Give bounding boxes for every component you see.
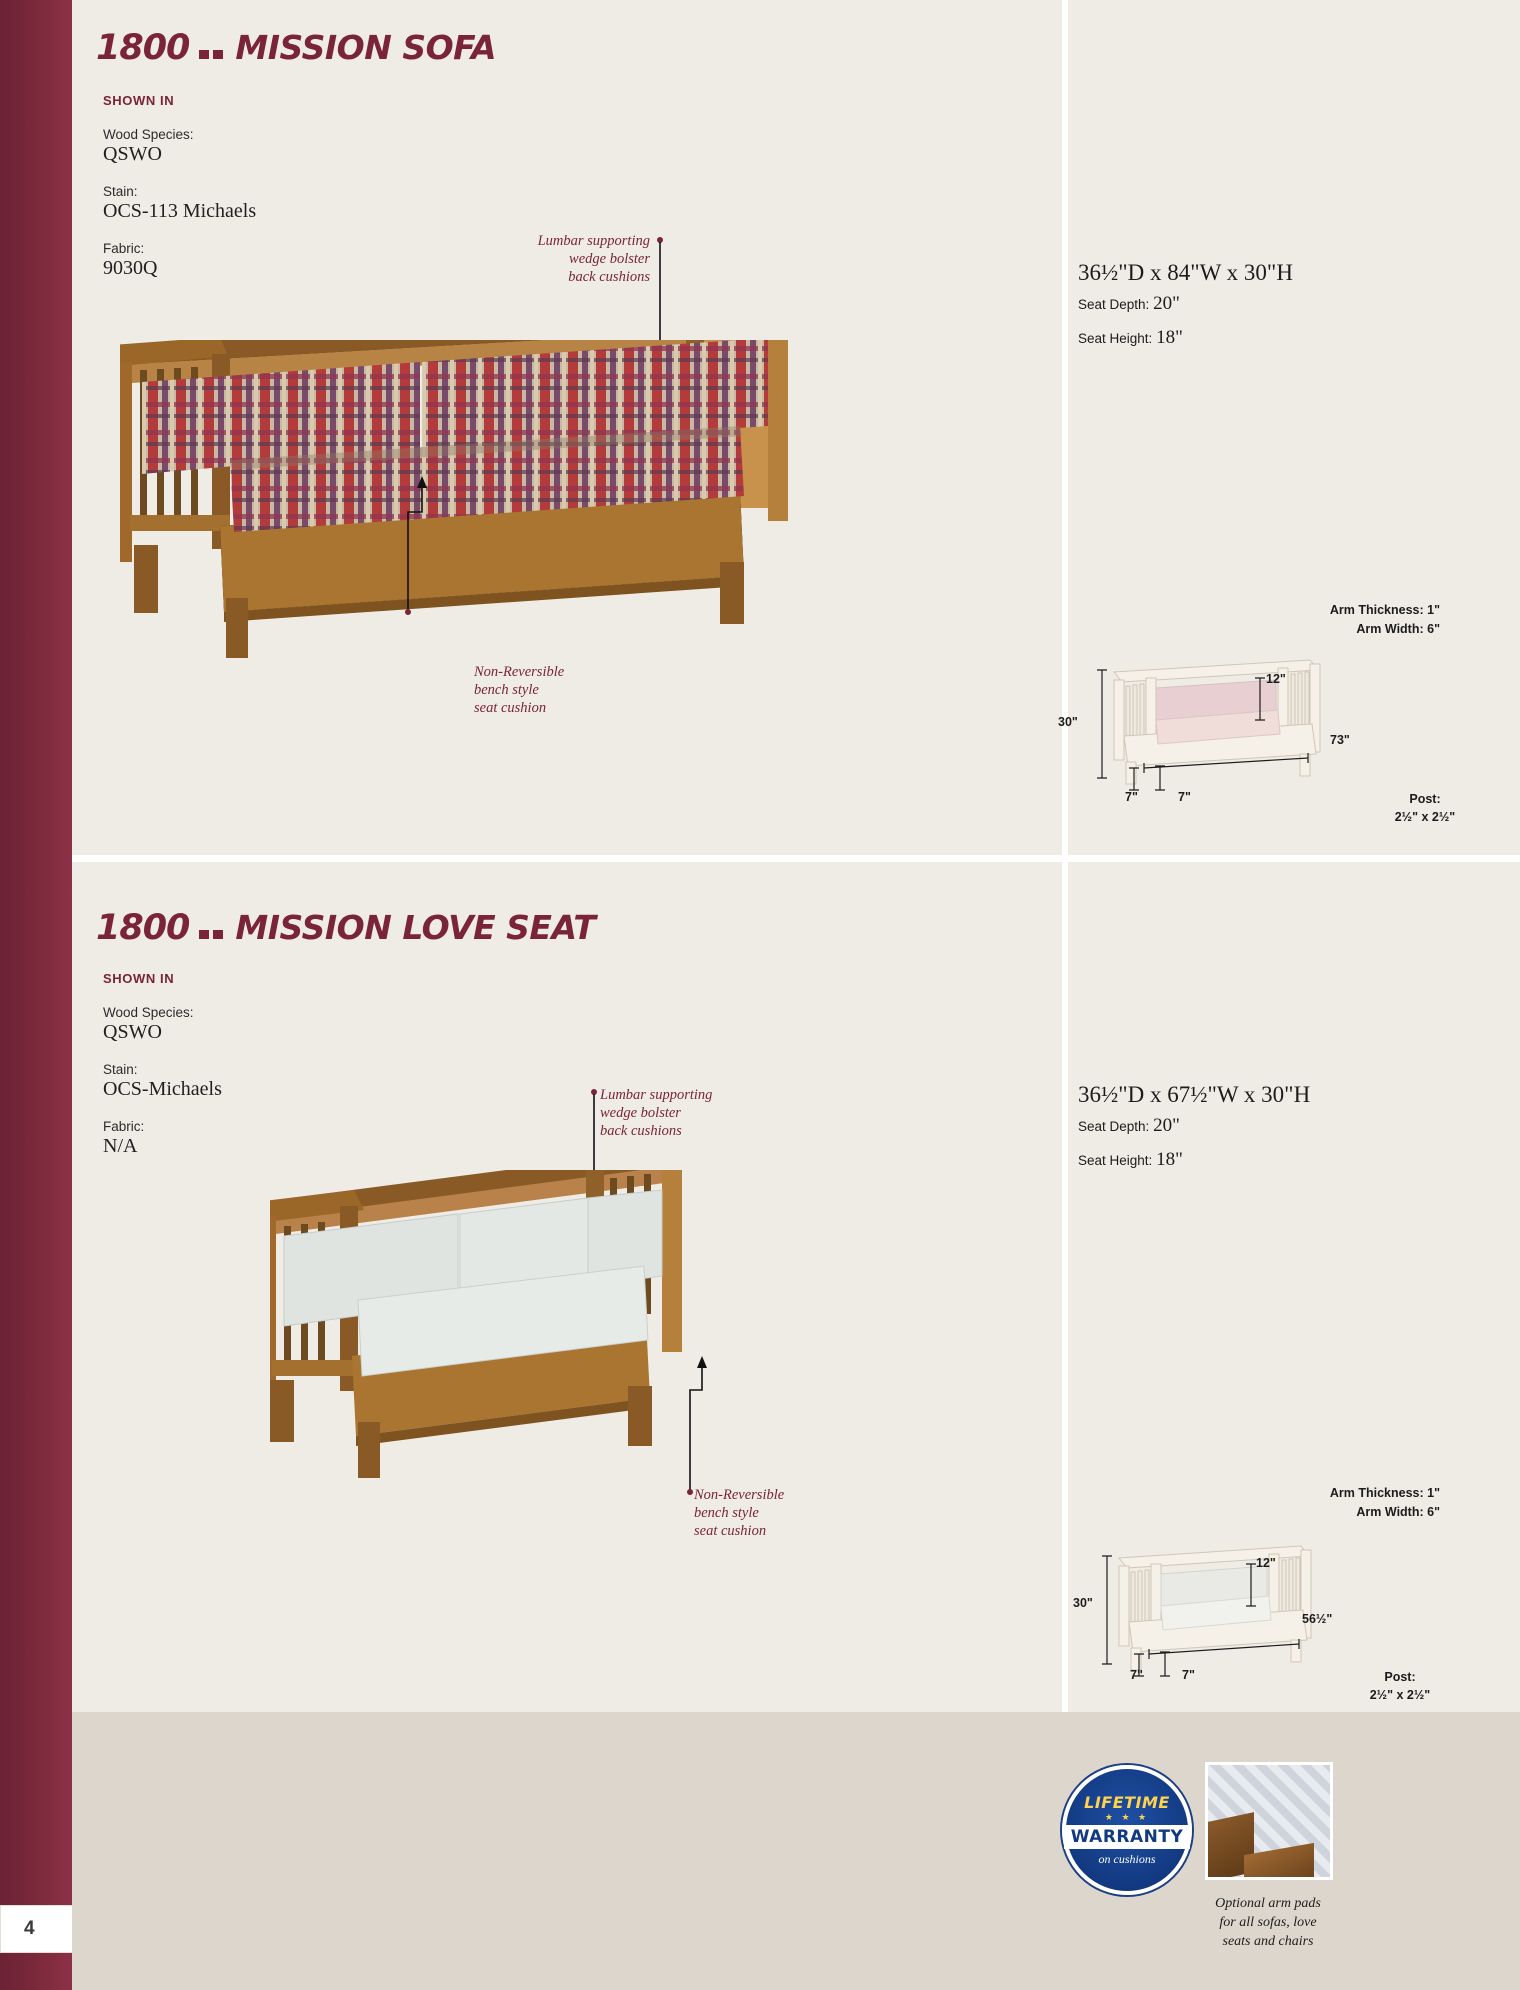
product-title-love-seat bbox=[96, 908, 595, 948]
warranty-top-text: LIFETIME bbox=[1084, 1793, 1170, 1812]
callout-back-cushions-sofa: Lumbar supporting wedge bolster back cushions bbox=[537, 233, 650, 286]
diagram-leg-left-sofa: 7" bbox=[1125, 790, 1138, 804]
panel-gap bbox=[72, 855, 1520, 862]
seat-depth-love-seat: Seat Depth: 20" bbox=[1078, 1115, 1180, 1136]
callout-back-cushions-love-seat: Lumbar supporting wedge bolster back cushions bbox=[600, 1087, 713, 1140]
stain-value-love-seat: OCS-Michaels bbox=[103, 1078, 222, 1100]
arm-pad-caption: Optional arm pads for all sofas, love seats and chairs bbox=[1215, 1896, 1321, 1949]
panel-divider-2 bbox=[1062, 862, 1068, 1712]
diagram-post-value-sofa: 2½" x 2½" bbox=[1394, 810, 1456, 824]
wood-species-label-love-seat: Wood Species: bbox=[103, 1005, 194, 1020]
arm-width-sofa: Arm Width: 6" bbox=[1356, 622, 1440, 636]
diagram-back-height-sofa: 12" bbox=[1266, 672, 1286, 686]
diagram-height-love-seat: 30" bbox=[1073, 1596, 1093, 1610]
wood-species-value-love-seat: QSWO bbox=[103, 1021, 162, 1043]
diagram-post-label-sofa: Post: bbox=[1409, 792, 1441, 806]
callout-arrow-bottom-sofa bbox=[400, 470, 440, 620]
product-diagram-love-seat bbox=[1075, 1532, 1415, 1692]
diagram-back-height-love-seat: 12" bbox=[1256, 1556, 1276, 1570]
fabric-value-sofa: 9030Q bbox=[103, 257, 158, 279]
warranty-stars-icon: ★ ★ ★ bbox=[1104, 1812, 1150, 1822]
diagram-width-sofa: 73" bbox=[1330, 733, 1350, 747]
overall-dimensions-sofa: 36½"D x 84"W x 30"H bbox=[1078, 260, 1293, 285]
title-dashes-icon bbox=[199, 50, 225, 59]
product-name-2: MISSION LOVE SEAT bbox=[235, 908, 596, 947]
wood-species-value-sofa: QSWO bbox=[103, 143, 162, 165]
seat-height-love-seat: Seat Height: 18" bbox=[1078, 1149, 1183, 1170]
stain-value-sofa: OCS-113 Michaels bbox=[103, 200, 257, 222]
title-dashes-icon-2 bbox=[199, 930, 225, 939]
diagram-post-label-love-seat: Post: bbox=[1384, 1670, 1416, 1684]
arm-pad-wood-detail-2 bbox=[1244, 1843, 1314, 1880]
seat-depth-sofa: Seat Depth: 20" bbox=[1078, 293, 1180, 314]
diagram-post-value-love-seat: 2½" x 2½" bbox=[1369, 1688, 1431, 1702]
stain-label-love-seat: Stain: bbox=[103, 1062, 138, 1077]
stain-label-sofa: Stain: bbox=[103, 184, 138, 199]
product-title-sofa bbox=[96, 28, 496, 68]
overall-dimensions-love-seat: 36½"D x 67½"W x 30"H bbox=[1078, 1082, 1311, 1107]
callout-arrow-bottom-love-seat bbox=[680, 1350, 720, 1500]
page-number: 4 bbox=[24, 1918, 35, 1939]
arm-thickness-love-seat: Arm Thickness: 1" bbox=[1329, 1486, 1440, 1500]
shown-in-label-love-seat: SHOWN IN bbox=[103, 971, 175, 986]
product-photo-love-seat bbox=[270, 1170, 910, 1530]
wood-species-label-sofa: Wood Species: bbox=[103, 127, 194, 142]
arm-thickness-sofa: Arm Thickness: 1" bbox=[1329, 603, 1440, 617]
diagram-width-love-seat: 56½" bbox=[1302, 1612, 1333, 1626]
product-name: MISSION SOFA bbox=[235, 28, 496, 67]
arm-width-love-seat: Arm Width: 6" bbox=[1356, 1505, 1440, 1519]
shown-in-label-sofa: SHOWN IN bbox=[103, 93, 175, 108]
fabric-value-love-seat: N/A bbox=[103, 1135, 138, 1157]
page-spine bbox=[0, 0, 72, 1990]
arm-pad-photo bbox=[1205, 1762, 1333, 1880]
diagram-leg-right-sofa: 7" bbox=[1178, 790, 1191, 804]
callout-seat-cushion-sofa: Non-Reversible bench style seat cushion bbox=[474, 664, 565, 717]
fabric-label-sofa: Fabric: bbox=[103, 241, 145, 256]
diagram-leg-right-love-seat: 7" bbox=[1182, 1668, 1195, 1682]
diagram-height-sofa: 30" bbox=[1058, 715, 1078, 729]
seat-height-sofa: Seat Height: 18" bbox=[1078, 327, 1183, 348]
lifetime-warranty-badge bbox=[1062, 1765, 1192, 1895]
warranty-middle-text: WARRANTY bbox=[1064, 1825, 1191, 1849]
fabric-label-love-seat: Fabric: bbox=[103, 1119, 145, 1134]
product-model-number-2: 1800 bbox=[96, 908, 190, 948]
warranty-bottom-text: on cushions bbox=[1098, 1852, 1156, 1866]
diagram-leg-left-love-seat: 7" bbox=[1130, 1668, 1143, 1682]
product-diagram-sofa bbox=[1060, 650, 1420, 810]
callout-seat-cushion-love-seat: Non-Reversible bench style seat cushion bbox=[694, 1487, 785, 1540]
product-model-number: 1800 bbox=[96, 28, 190, 68]
